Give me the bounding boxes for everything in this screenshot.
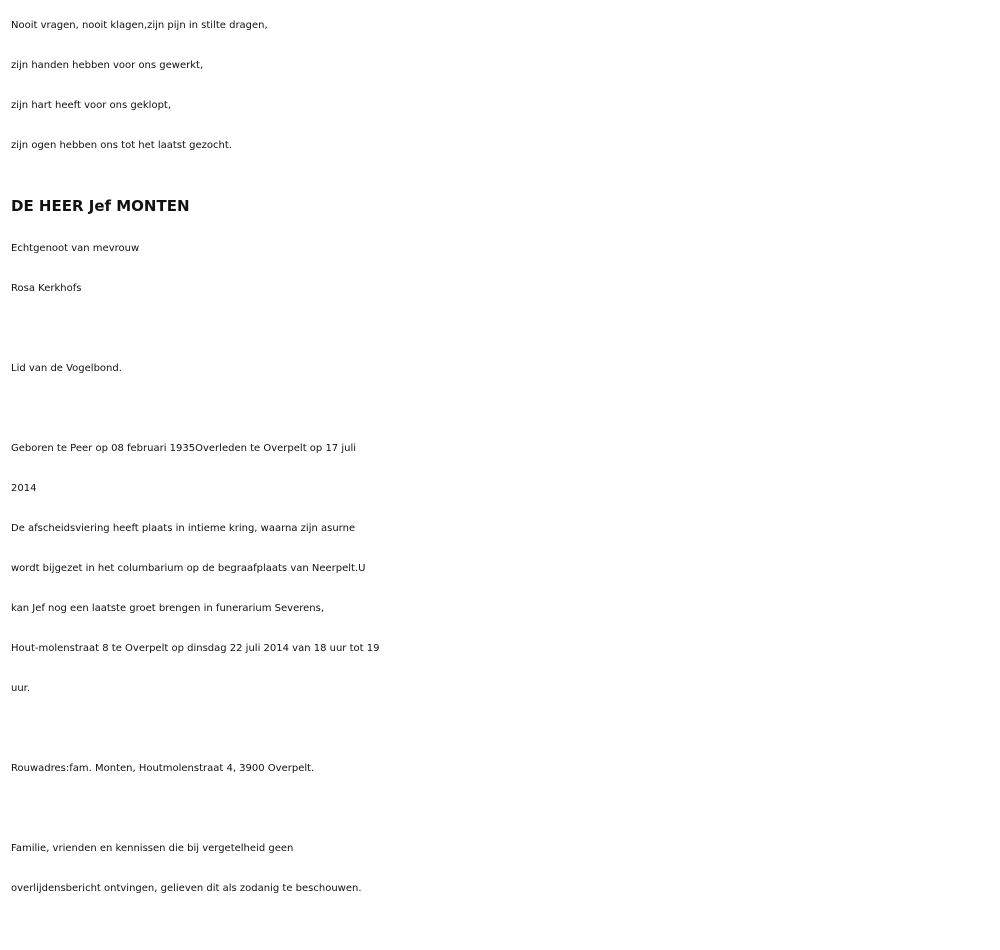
spouse-line-2: Rosa Kerkhofs [11, 283, 82, 294]
poem [11, 6, 991, 166]
ceremony-line-2: wordt bijgezet in het columbarium op de begraafplaats van Neerpelt.U [11, 563, 366, 574]
ceremony-info [11, 509, 991, 709]
notice-line-1: Familie, vrienden en kennissen die bij vergetelheid geen [11, 843, 294, 854]
poem-line-3: zijn hart heeft voor ons geklopt, [11, 100, 172, 111]
spouse-line-1: Echtgenoot van mevrouw [11, 243, 140, 254]
poem-line-4: zijn ogen hebben ons tot het laatst gezocht. [11, 140, 232, 151]
obituary-document [11, 6, 991, 909]
poem-line-2: zijn handen hebben voor ons gewerkt, [11, 60, 204, 71]
birth-death-info [11, 429, 991, 509]
mourning-address: Rouwadres:fam. Monten, Houtmolenstraat 4, 3900 Overpelt. [11, 763, 315, 774]
ceremony-line-5: uur. [11, 683, 31, 694]
birth-death-line-1: Geboren te Peer op 08 februari 1935Overleden te Overpelt op 17 juli [11, 443, 357, 454]
notice [11, 829, 991, 909]
ceremony-line-4: Hout-molenstraat 8 te Overpelt op dinsdag 22 juli 2014 van 18 uur tot 19 [11, 643, 380, 654]
ceremony-line-1: De afscheidsviering heeft plaats in intieme kring, waarna zijn asurne [11, 523, 356, 534]
spouse-info [11, 229, 991, 309]
deceased-name: DE HEER Jef MONTEN [11, 197, 190, 215]
poem-line-1: Nooit vragen, nooit klagen,zijn pijn in stilte dragen, [11, 20, 268, 31]
membership-text: Lid van de Vogelbond. [11, 363, 122, 374]
ceremony-line-3: kan Jef nog een laatste groet brengen in funerarium Severens, [11, 603, 325, 614]
notice-line-2: overlijdensbericht ontvingen, gelieven dit als zodanig te beschouwen. [11, 883, 362, 894]
birth-death-line-2: 2014 [11, 483, 37, 494]
